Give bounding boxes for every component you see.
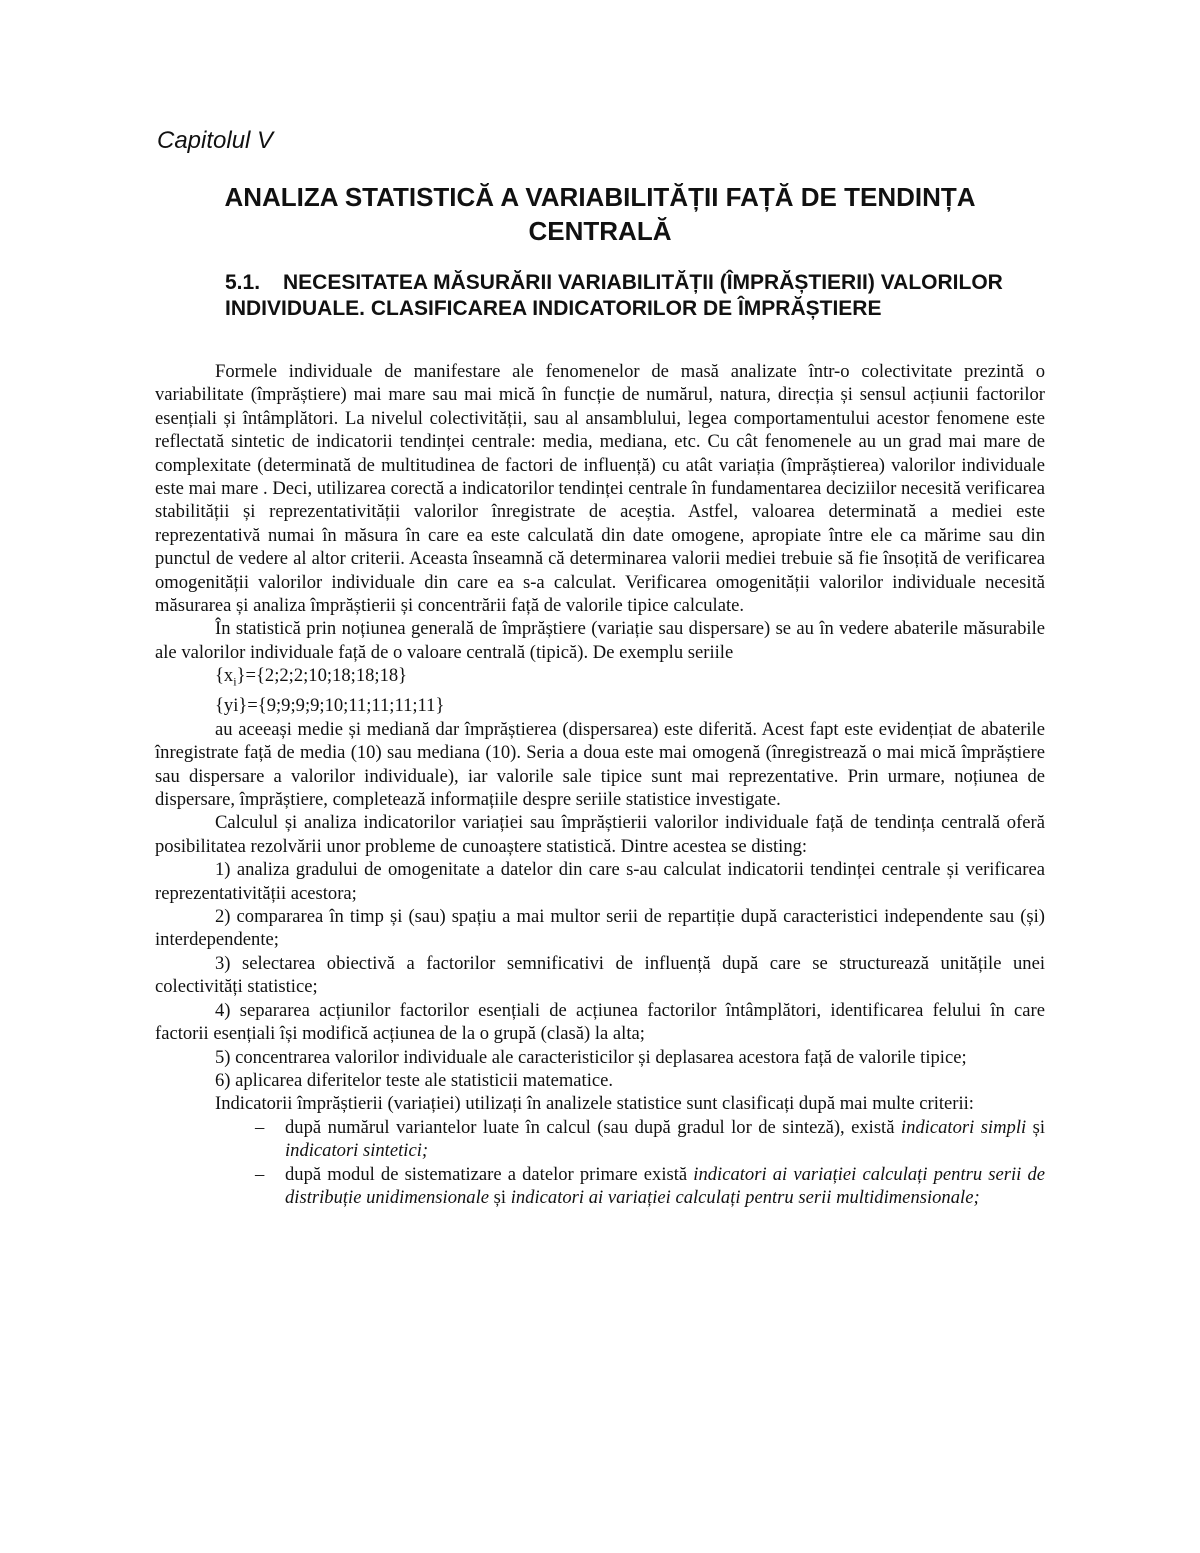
numbered-item: 4) separarea acțiunilor factorilor esențiali de acțiunea factorilor întâmplători, identificarea felului în care factorii esențiali își modifică acțiunea de la o grupă (clasă) la alta; (155, 999, 1045, 1045)
numbered-item: 5) concentrarea valorilor individuale ale caracteristicilor și deplasarea acestora față de valorile tipice; (215, 1046, 967, 1068)
bullet-emphasis: indicatori sintetici; (285, 1140, 429, 1162)
series-x (155, 664, 1045, 694)
series-x-prefix: {x (215, 665, 234, 687)
paragraph: au aceeași medie și mediană dar împrăștierea (dispersarea) este diferită. Acest fapt este evidențiat de abaterile înregistrate față de media (10) sau mediana (10). Seria a doua este mai omogenă (înregistrează o mai mică împrăștiere sau dispersare a valorilor individuale), iar valorile sale tipice sunt mai reprezentative. Prin urmare, noțiunea de dispersare, împrăștiere, completează informațiile despre seriile statistice investigate. (155, 718, 1045, 811)
series-y: {yi}={9;9;9;9;10;11;11;11;11} (215, 695, 445, 717)
section-number: 5.1. (225, 271, 261, 294)
bullet-emphasis: indicatori ai variației calculați pentru serii multidimensionale; (510, 1186, 980, 1208)
section-title-text: NECESITATEA MĂSURĂRII VARIABILITĂȚII (ÎMPRĂȘTIERII) VALORILOR INDIVIDUALE. CLASIFICAREA INDICATORILOR DE ÎMPRĂȘTIERE (225, 271, 1003, 320)
dash-bullet: – (255, 1163, 265, 1185)
body-text (155, 360, 1045, 1209)
paragraph: Formele individuale de manifestare ale fenomenelor de masă analizate într-o colectivitate prezintă o variabilitate (împrăștiere) mai mare sau mai mică în funcție de numărul, natura, direcția și sensul acțiunii factorilor esențiali și întâmplători. La nivelul colectivității, sau al ansamblului, legea comportamentului acestor fenomene este reflectată sintetic de indicatorii tendinței centrale: media, mediana, etc. Cu cât fenomenele au un grad mai mare de complexitate (determinată de multitudinea de factori de influență) cu atât variația (împrăștierea) valorilor individuale este mai mare . Deci, utilizarea corectă a indicatorilor tendinței centrale în fundamentarea deciziilor necesită verificarea stabilității și reprezentativității valorilor înregistrate de aceștia. Astfel, valoarea determinată a mediei este reprezentativă numai în măsura în care ea este calculată din date omogene, apropiate între ele ca mărime sau din punctul de vedere al altor criterii. Aceasta înseamnă că determinarea valorii mediei trebuie să fie însoțită de verificarea omogenității valorilor individuale din care ea s-a calculat. Verificarea omogenității valorilor individuale necesită măsurarea și analiza împrăștierii și concentrării față de valorile tipice calculate. (155, 361, 1045, 617)
paragraph: Indicatorii împrăștierii (variației) utilizați în analizele statistice sunt clasificați după mai multe criterii: (215, 1093, 974, 1115)
bullet-text: după numărul variantelor luate în calcul (sau după gradul lor de sinteză), există (285, 1116, 901, 1138)
list-item (255, 1116, 1045, 1163)
numbered-item: 2) compararea în timp și (sau) spațiu a mai multor serii de repartiție după caracteristici independente sau (și) interdependente; (155, 906, 1045, 951)
numbered-item: 6) aplicarea diferitelor teste ale statisticii matematice. (215, 1069, 614, 1091)
numbered-item: 3) selectarea obiectivă a factorilor semnificativi de influență după care se structurează unitățile unei colectivități statistice; (155, 952, 1045, 998)
chapter-title: ANALIZA STATISTICĂ A VARIABILITĂȚII FAȚĂ DE TENDINȚA CENTRALĂ (224, 182, 976, 246)
bullet-text: după modul de sistematizare a datelor primare există (285, 1163, 694, 1185)
numbered-item: 1) analiza gradului de omogenitate a datelor din care s-au calculat indicatorii tendinței centrale și verificarea reprezentativității acestora; (155, 859, 1045, 904)
paragraph: Calculul și analiza indicatorilor variației sau împrăștierii valorilor individuale față de tendința centrală oferă posibilitatea rezolvării unor probleme de cunoaștere statistică. Dintre acestea se disting: (155, 812, 1045, 857)
bullet-text: și (1026, 1116, 1045, 1138)
chapter-label: Capitolul V (157, 127, 274, 154)
bullet-text: și (489, 1186, 511, 1208)
dash-bullet: – (255, 1116, 265, 1138)
bullet-emphasis: indicatori simpli (900, 1116, 1027, 1138)
series-x-subscript: i (233, 675, 237, 689)
bullet-emphasis: indicatori ai variației calculați pentru serii de distribuție unidimensionale (285, 1163, 1046, 1208)
series-x-values: }={2;2;2;10;18;18;18} (236, 665, 408, 687)
paragraph: În statistică prin noțiunea generală de împrăștiere (variație sau dispersare) se au în vedere abaterile măsurabile ale valorilor individuale față de o valoare centrală (tipică). De exemplu seriile (155, 618, 1045, 663)
criteria-list (155, 1116, 1045, 1210)
list-item (255, 1163, 1046, 1210)
section-heading (225, 270, 1045, 322)
